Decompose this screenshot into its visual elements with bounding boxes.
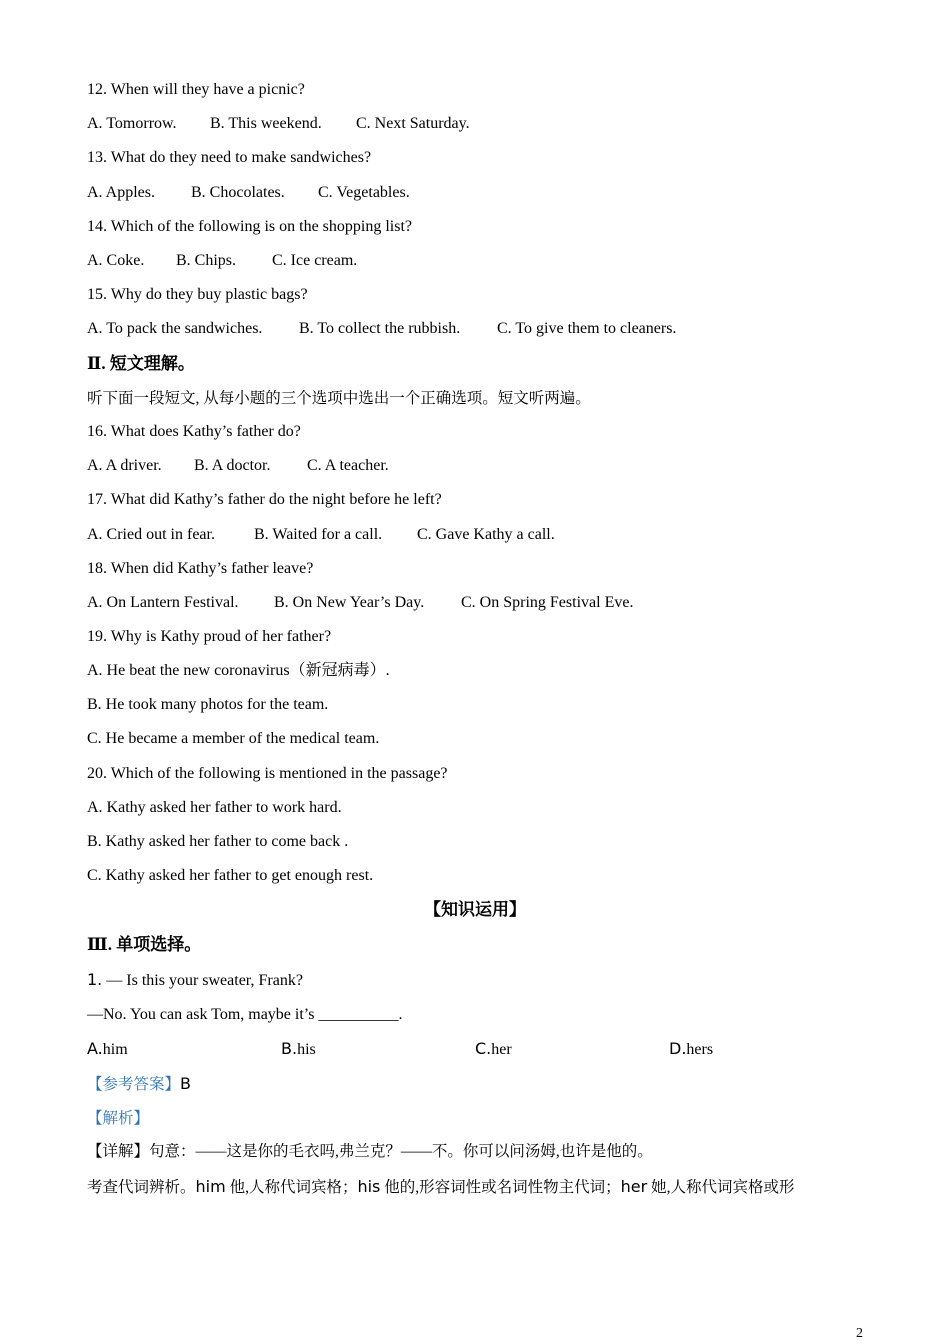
section-3-heading: Ⅲ. 单项选择。: [87, 935, 202, 954]
question-line-1: — Is this your sweater, Frank?: [102, 972, 303, 989]
question-13: 13. What do they need to make sandwiches?: [87, 149, 372, 166]
explain-part: his: [357, 1177, 381, 1196]
option-c: C. Vegetables.: [318, 184, 410, 201]
option-d: D.hers: [669, 1039, 714, 1058]
knowledge-heading: 【知识运用】: [424, 900, 526, 919]
option-c: C. On Spring Festival Eve.: [461, 594, 634, 611]
answer-line: [87, 1074, 191, 1094]
question-20: 20. Which of the following is mentioned in the passage?: [87, 765, 448, 782]
question-16: 16. What does Kathy’s father do?: [87, 423, 301, 440]
option-b: B. To collect the rubbish.: [299, 320, 461, 337]
option-a: A. On Lantern Festival.: [87, 594, 239, 611]
option-a: A. Cried out in fear.: [87, 526, 215, 543]
question-1-options: [87, 1039, 713, 1059]
question-20-option-a: A. Kathy asked her father to work hard.: [87, 799, 342, 816]
detail-label: 【详解】: [87, 1143, 150, 1160]
option-c: C. Ice cream.: [272, 252, 358, 269]
analysis-explanation: [87, 1177, 794, 1197]
question-12: 12. When will they have a picnic?: [87, 81, 305, 98]
question-17-options: [87, 525, 555, 545]
option-c: C. Gave Kathy a call.: [417, 526, 555, 543]
question-19-option-b: B. He took many photos for the team.: [87, 696, 329, 713]
question-13-options: [87, 183, 410, 203]
question-20-option-c: C. Kathy asked her father to get enough rest.: [87, 867, 374, 884]
option-a: A. A driver.: [87, 457, 162, 474]
explain-part: 她,人称代词宾格或形: [647, 1179, 795, 1196]
option-a: A. Tomorrow.: [87, 115, 177, 132]
question-18-options: [87, 593, 633, 613]
explain-part: 考查代词辨析。: [87, 1179, 196, 1196]
option-b: B. On New Year’s Day.: [274, 594, 425, 611]
analysis-detail: [87, 1142, 653, 1162]
question-18: 18. When did Kathy’s father leave?: [87, 560, 314, 577]
answer-value: B: [180, 1074, 191, 1093]
option-b: B.his: [281, 1039, 316, 1058]
explain-part: her: [620, 1177, 648, 1196]
question-17: 17. What did Kathy’s father do the night before he left?: [87, 491, 442, 508]
question-15-options: [87, 319, 676, 339]
option-a: A. Coke.: [87, 252, 145, 269]
option-c: C. Next Saturday.: [356, 115, 470, 132]
question-19-option-c: C. He became a member of the medical team.: [87, 730, 380, 747]
question-1: [87, 970, 303, 990]
question-15: 15. Why do they buy plastic bags?: [87, 286, 308, 303]
question-19-option-a: A. He beat the new coronavirus（新冠病毒）.: [87, 662, 390, 679]
option-b: B. A doctor.: [194, 457, 271, 474]
section-2-instruction: 听下面一段短文, 从每小题的三个选项中选出一个正确选项。短文听两遍。: [87, 390, 591, 407]
detail-text: 句意：——这是你的毛衣吗,弗兰克？——不。你可以问汤姆,也许是他的。: [149, 1143, 653, 1160]
explain-part: him: [195, 1177, 226, 1196]
question-14: 14. Which of the following is on the shopping list?: [87, 218, 413, 235]
answer-label: 【参考答案】: [87, 1076, 181, 1093]
option-a: A. Apples.: [87, 184, 155, 201]
explain-part: 他的,形容词性或名词性物主代词；: [380, 1179, 621, 1196]
question-20-option-b: B. Kathy asked her father to come back .: [87, 833, 349, 850]
question-1-line-2: —No. You can ask Tom, maybe it’s __________.: [87, 1006, 403, 1023]
question-number: 1.: [87, 970, 103, 989]
analysis-label: 【解析】: [87, 1110, 150, 1127]
question-12-options: [87, 114, 470, 134]
question-14-options: [87, 251, 357, 271]
question-19: 19. Why is Kathy proud of her father?: [87, 628, 332, 645]
option-b: B. This weekend.: [210, 115, 322, 132]
option-b: B. Chocolates.: [191, 184, 285, 201]
section-2-heading: Ⅱ. 短文理解。: [87, 354, 195, 373]
option-c: C. To give them to cleaners.: [497, 320, 677, 337]
option-b: B. Chips.: [176, 252, 237, 269]
option-b: B. Waited for a call.: [254, 526, 383, 543]
question-16-options: [87, 456, 389, 476]
explain-part: 他,人称代词宾格；: [225, 1179, 358, 1196]
option-a: A.him: [87, 1039, 128, 1058]
option-a: A. To pack the sandwiches.: [87, 320, 263, 337]
option-c: C. A teacher.: [307, 457, 389, 474]
option-c: C.her: [475, 1039, 512, 1058]
page-number: 2: [856, 1326, 863, 1341]
